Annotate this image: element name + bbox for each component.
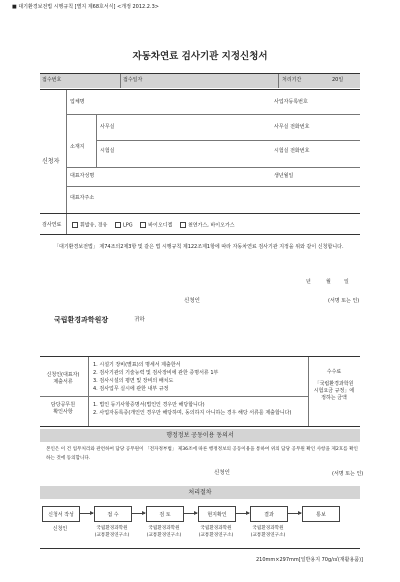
check-item-1: 1. 법인 등기사항증명서(법인인 경우만 해당합니다) — [93, 402, 205, 408]
fuel-option-natural-gas: 천연가스, 바이오가스 — [187, 222, 235, 229]
submit-doc-item-2: 2. 검사기관의 기술능력 및 검사장비에 관한 증명서류 1부 — [93, 370, 219, 376]
recipient-name: 국립환경과학원장 — [54, 316, 109, 324]
fuel-checkbox-biodiesel[interactable] — [138, 223, 148, 229]
application-statement: 「대기환경보전법」 제74조의2제3항 및 같은 법 시행규칙 제122조제1항에 따라 자동차연료 검사기관 지정을 위와 같이 신청합니다. — [54, 244, 344, 250]
office-address-field[interactable]: 사무실 — [100, 124, 115, 130]
process-actor-2: 국립환경과학원 (교통환경연구소) — [94, 526, 130, 538]
recipient-suffix: 귀하 — [134, 317, 145, 323]
process-step-review: 검 토 — [146, 506, 184, 522]
rep-name-field[interactable]: 대표자성명 — [70, 173, 95, 179]
rep-address-field[interactable]: 대표자주소 — [70, 195, 95, 201]
lab-phone-field[interactable]: 시험실 전화번호 — [274, 148, 310, 154]
process-title: 처리절차 — [188, 489, 212, 496]
fee-line-2: 시험요금 규정」에 — [313, 388, 355, 394]
process-step-result: 결과 — [250, 506, 288, 522]
date-year-label: 년 — [306, 279, 311, 285]
submit-doc-item-4: 4. 검사업무 실시에 관한 내부 규정 — [93, 386, 169, 392]
fuel-checkbox-natural-gas[interactable] — [178, 223, 188, 229]
fee-line-1: 「국립환경과학원 — [314, 381, 354, 387]
office-phone-field[interactable]: 사무실 전화번호 — [274, 124, 310, 130]
process-step-site-check: 현지확인 — [198, 506, 236, 522]
form-title: 자동차연료 검사기관 지정신청서 — [132, 51, 268, 62]
date-day-label: 일 — [344, 279, 349, 285]
fuel-options — [70, 222, 235, 229]
business-reg-number-field[interactable]: 사업자등록번호 — [274, 99, 308, 105]
location-label: 소재지 — [70, 144, 85, 150]
receipt-date-label: 접수일자 — [123, 77, 143, 83]
birth-date-field[interactable]: 생년월일 — [274, 173, 294, 179]
process-step-receipt: 접 수 — [94, 506, 132, 522]
official-check-label-1: 담당공무원 — [50, 402, 76, 408]
applicant-section-label: 신청자 — [42, 158, 60, 165]
process-actor-3: 국립환경과학원 (교통환경연구소) — [146, 526, 182, 538]
fuel-option-gasoline-diesel: 휘발유, 경유 — [80, 222, 108, 229]
check-item-2: 2. 사업자등록증(개인인 경우만 해당하며, 동의하지 아니하는 경우 해당 서류를 제출합니다) — [93, 410, 292, 416]
fee-label: 수수료 — [326, 369, 342, 375]
submit-doc-item-1: 1. 시설기 장비(별표)의 명세서 제출한서 — [93, 362, 181, 368]
official-check-label-2: 확인사항 — [53, 409, 73, 415]
paper-spec-footer: 210mm×297mm[일반용지 70g/㎡(재활용품)] — [256, 557, 364, 563]
consent-title: 행정정보 공동이용 동의서 — [166, 432, 234, 439]
applicant-signature-label: 신청인 — [184, 298, 200, 304]
process-actor-1: 신청인 — [52, 526, 68, 532]
fuel-option-lpg: LPG — [122, 222, 133, 229]
submit-docs-label-prefix: 신청인(대표자) — [46, 372, 80, 378]
consent-sign-note[interactable]: (서명 또는 인) — [332, 471, 364, 477]
date-month-label: 월 — [326, 279, 331, 285]
submit-doc-item-3: 3. 검사시설의 평면 및 장비의 배치도 — [93, 378, 174, 384]
company-name-field[interactable]: 업체명 — [70, 99, 85, 105]
processing-period-value: 20일 — [332, 77, 344, 83]
submit-docs-label: 제출서류 — [53, 379, 73, 385]
inspection-fuel-label: 검사연료 — [42, 222, 62, 228]
process-step-notice: 통보 — [302, 506, 340, 522]
receipt-number-label: 접수번호 — [42, 77, 62, 83]
process-step-application: 신청서 작성 — [42, 506, 80, 522]
fuel-option-biodiesel: 바이오디젤 — [148, 222, 173, 229]
fuel-checkbox-gasoline-diesel[interactable] — [70, 223, 80, 229]
form-header-note: ■ 대기환경보전법 시행규칙 [별지 제68호서식] <개정 2012.2.3> — [12, 4, 159, 10]
signature-note[interactable]: (서명 또는 인) — [328, 298, 360, 304]
fuel-checkbox-lpg[interactable] — [113, 223, 123, 229]
lab-address-field[interactable]: 시험실 — [100, 148, 115, 154]
fee-line-3: 정하는 금액 — [321, 395, 347, 401]
consent-text: 본인은 이 건 업무처리와 관련하여 담당 공무원이 「전자정부법」 제36조에 따른 행정정보의 공동이용을 통하여 위의 담당 공무원 확인 사항을 제2호를 확인하는 것에 동의합니다. — [46, 447, 358, 461]
processing-period-label: 처리기간 — [282, 77, 302, 83]
process-actor-4: 국립환경과학원 (교통환경연구소) — [198, 526, 234, 538]
consent-signer-label: 신청인 — [214, 470, 230, 476]
process-actor-5: 국립환경과학원 (교통환경연구소) — [250, 526, 286, 538]
